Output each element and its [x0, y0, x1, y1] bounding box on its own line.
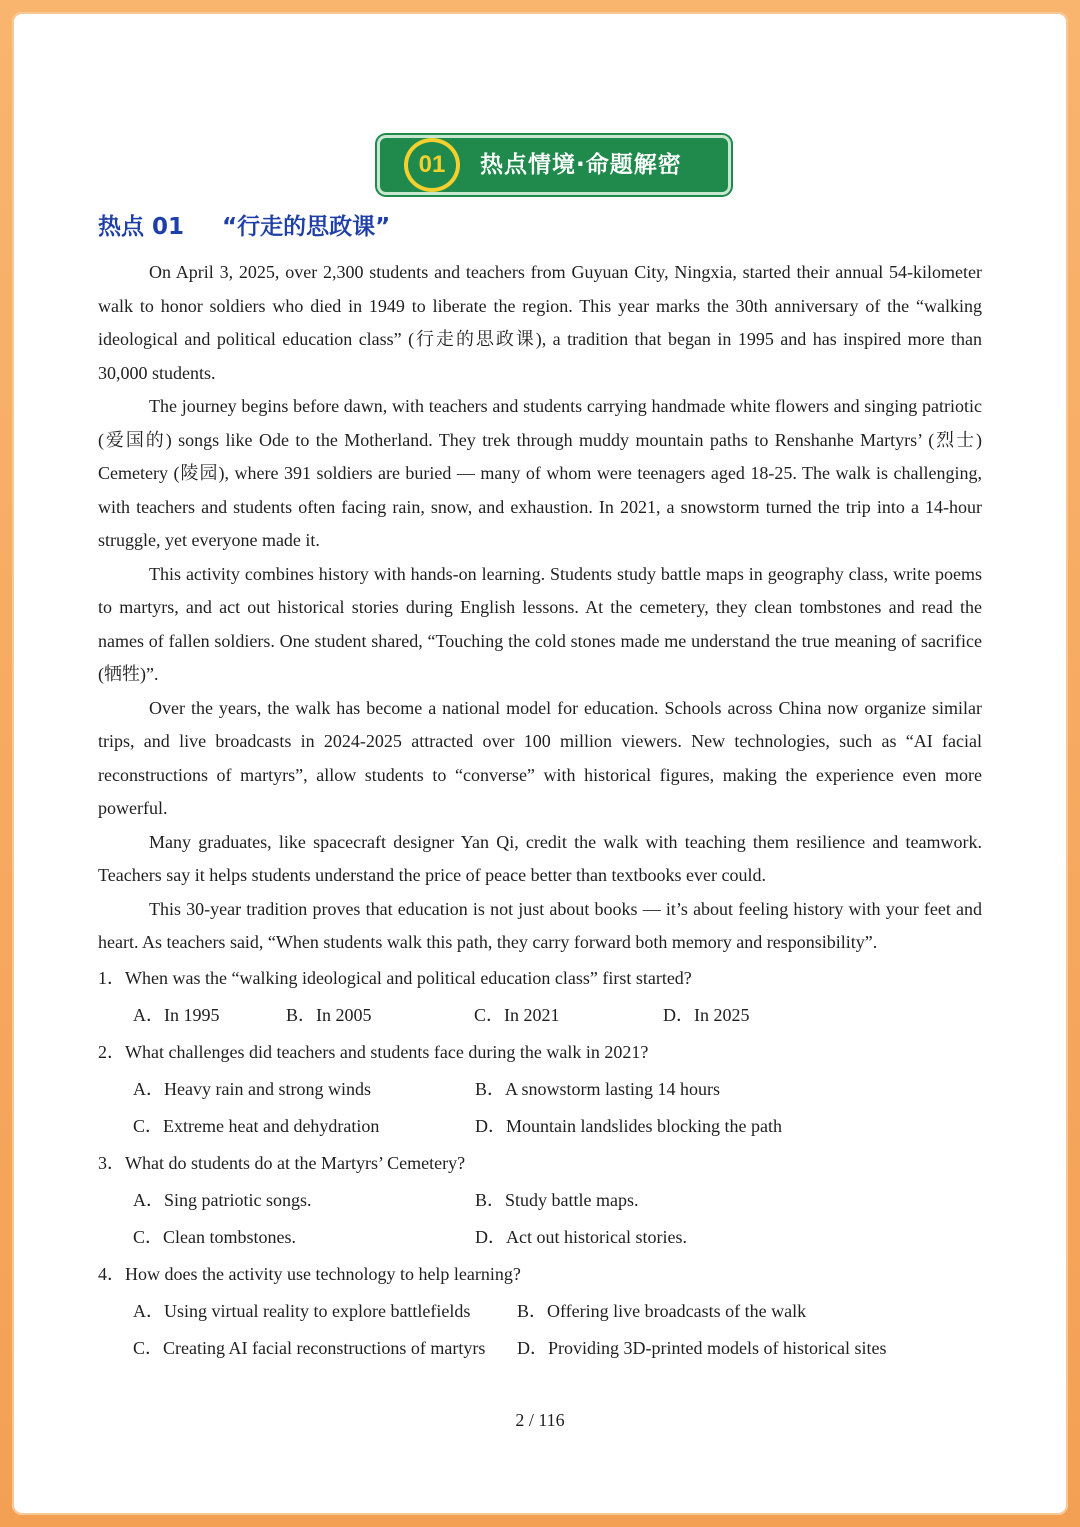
option-b: B．Study battle maps. [475, 1189, 639, 1210]
question-options [98, 1071, 982, 1108]
article-paragraph: Many graduates, like spacecraft designer Yan Qi, credit the walk with teaching them resilience and teamwork. Teachers say it helps students understand the price of peace better than textbooks ever could. [98, 831, 982, 885]
hot-topic-label: 热点 01 [98, 214, 185, 240]
option-d: D．In 2025 [663, 1004, 750, 1025]
option-c: C．Creating AI facial reconstructions of martyrs [133, 1337, 486, 1358]
hot-topic-title: “行走的思政课” [222, 214, 391, 240]
article-paragraph: This 30-year tradition proves that education is not just about books — it’s about feeling history with your feet and heart. As teachers said, “When students walk this path, they carry forward both memory and responsibility”. [98, 898, 982, 952]
question-options [98, 1182, 982, 1219]
banner-number-badge: 01 [404, 138, 460, 192]
hot-topic-heading [98, 208, 390, 241]
article-paragraph: The journey begins before dawn, with teachers and students carrying handmade white flowers and singing patriotic (爱国的) songs like Ode to the Motherland. They trek through muddy mountain paths to Renshanhe Martyrs’ (烈士) Cemetery (陵园), where 391 soldiers are buried — many of whom were teenagers aged 18-25. The walk is challenging, with teachers and students often facing rain, snow, and exhaustion. In 2021, a snowstorm turned the trip into a 14-hour struggle, yet everyone made it. [98, 396, 982, 550]
option-a: A．Sing patriotic songs. [133, 1189, 312, 1210]
question-options [98, 1108, 982, 1145]
question-options [98, 1330, 982, 1367]
question-options [98, 1293, 982, 1330]
option-d: D．Providing 3D-printed models of historical sites [517, 1337, 887, 1358]
question-stem: 3．What do students do at the Martyrs’ Cemetery? [98, 1152, 466, 1173]
banner-title: 热点情境·命题解密 [480, 152, 682, 178]
option-d: D．Act out historical stories. [475, 1226, 687, 1247]
option-b: B．In 2005 [286, 1004, 372, 1025]
article-body [98, 256, 982, 1367]
question-options [98, 1219, 982, 1256]
option-c: C．Clean tombstones. [133, 1226, 296, 1247]
option-a: A．In 1995 [133, 1004, 220, 1025]
question-stem: 4．How does the activity use technology to help learning? [98, 1263, 521, 1284]
option-c: C．In 2021 [474, 1004, 560, 1025]
question-stem: 1．When was the “walking ideological and political education class” first started? [98, 967, 692, 988]
option-b: B．Offering live broadcasts of the walk [517, 1300, 807, 1321]
option-d: D．Mountain landslides blocking the path [475, 1115, 782, 1136]
article-paragraph: On April 3, 2025, over 2,300 students and teachers from Guyuan City, Ningxia, started their annual 54-kilometer walk to honor soldiers who died in 1949 to liberate the region. This year marks the 30th anniversary of the “walking ideological and political education class” (行走的思政课), a tradition that began in 1995 and has inspired more than 30,000 students. [98, 262, 982, 383]
option-b: B．A snowstorm lasting 14 hours [475, 1078, 721, 1099]
page-number: 2 / 116 [515, 1410, 565, 1430]
question-stem: 2．What challenges did teachers and students face during the walk in 2021? [98, 1041, 649, 1062]
option-c: C．Extreme heat and dehydration [133, 1115, 380, 1136]
option-a: A．Using virtual reality to explore battlefields [133, 1300, 471, 1321]
article-paragraph: This activity combines history with hands-on learning. Students study battle maps in geography class, write poems to martyrs, and act out historical stories during English lessons. At the cemetery, they clean tombstones and read the names of fallen soldiers. One student shared, “Touching the cold stones made me understand the true meaning of sacrifice (牺牲)”. [98, 563, 982, 684]
question-options [98, 997, 982, 1034]
article-paragraph: Over the years, the walk has become a national model for education. Schools across China now organize similar trips, and live broadcasts in 2024-2025 attracted over 100 million viewers. New technologies, such as “AI facial reconstructions of martyrs”, allow students to “converse” with historical figures, making the experience even more powerful. [98, 697, 982, 818]
option-a: A．Heavy rain and strong winds [133, 1078, 371, 1099]
section-banner [380, 138, 728, 192]
